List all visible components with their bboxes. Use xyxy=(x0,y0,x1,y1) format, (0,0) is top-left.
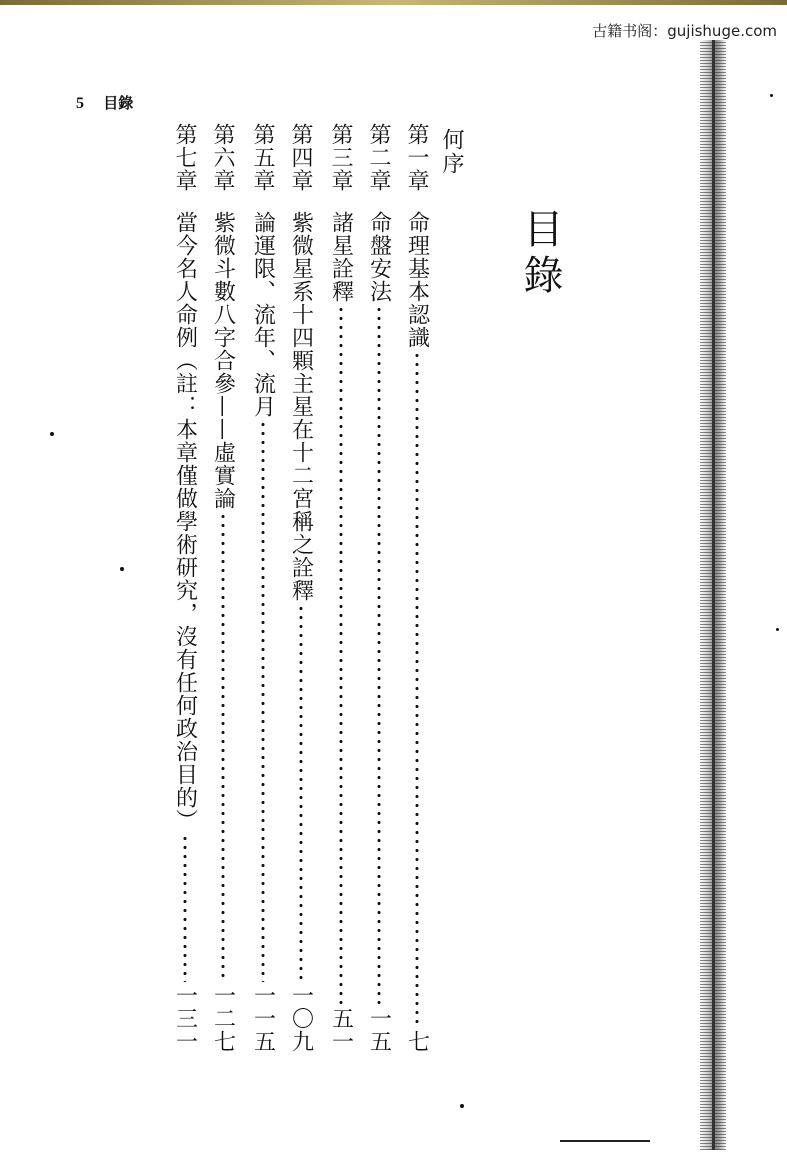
site-watermark: 古籍书阁：gujishuge.com xyxy=(592,22,777,40)
chapter-number: 第六章 xyxy=(210,123,235,192)
leader-dots xyxy=(183,834,187,982)
page-ref: 一三一 xyxy=(172,984,198,1053)
toc-entry-6[interactable] xyxy=(208,123,238,1053)
leader-dots xyxy=(377,305,381,1005)
chapter-number: 第二章 xyxy=(366,123,391,192)
leader-dots xyxy=(261,420,265,982)
leader-dots xyxy=(299,604,303,982)
leader-dots xyxy=(339,305,343,1005)
toc-title: 目錄 xyxy=(517,208,563,300)
spine-edge xyxy=(712,40,715,1150)
page-ref: 一〇九 xyxy=(288,984,314,1053)
page-ref: 一一五 xyxy=(250,984,276,1053)
chapter-title: 命盤安法 xyxy=(366,211,392,303)
scan-speck xyxy=(50,432,54,436)
preface-entry: 何序 xyxy=(439,128,464,176)
footer-rule xyxy=(560,1140,650,1142)
chapter-number: 第四章 xyxy=(288,123,313,192)
toc-entry-2[interactable] xyxy=(364,123,394,1053)
scan-speck xyxy=(120,567,124,571)
chapter-title: 命理基本認識 xyxy=(404,211,430,349)
scan-speck xyxy=(460,1104,464,1108)
toc-entry-1[interactable] xyxy=(402,123,432,1053)
page-ref: 七 xyxy=(404,1030,430,1053)
leader-dots xyxy=(221,512,225,982)
page-ref: 五一 xyxy=(328,1007,354,1053)
chapter-title: 論運限、流年、流月 xyxy=(250,211,276,418)
toc-entry-4[interactable] xyxy=(286,123,316,1053)
toc-entry-3[interactable] xyxy=(326,123,356,1053)
leader-dots xyxy=(415,351,419,1028)
chapter-title: 紫微斗數八字合參——虛實論 xyxy=(210,211,236,510)
chapter-number: 第三章 xyxy=(328,123,353,192)
chapter-number: 第五章 xyxy=(250,123,275,192)
top-border xyxy=(0,0,787,5)
running-header xyxy=(76,92,133,113)
page-ref: 一五 xyxy=(366,1007,392,1053)
scan-speck xyxy=(770,94,773,97)
page-ref: 一二七 xyxy=(210,984,236,1053)
toc-entry-5[interactable] xyxy=(248,123,278,1053)
header-title: 目錄 xyxy=(103,94,134,112)
chapter-title: 諸星詮釋 xyxy=(328,211,354,303)
chapter-title: 紫微星系十四顆主星在十二宮稱之詮釋 xyxy=(288,211,314,602)
toc-entry-7[interactable] xyxy=(170,123,200,1053)
page-number: 5 xyxy=(76,95,84,112)
chapter-number: 第一章 xyxy=(404,123,429,192)
chapter-number: 第七章 xyxy=(172,123,197,192)
chapter-title: 當今名人命例（註：本章僅做學術研究，沒有任何政治目的） xyxy=(172,211,198,832)
scan-speck xyxy=(776,628,779,631)
